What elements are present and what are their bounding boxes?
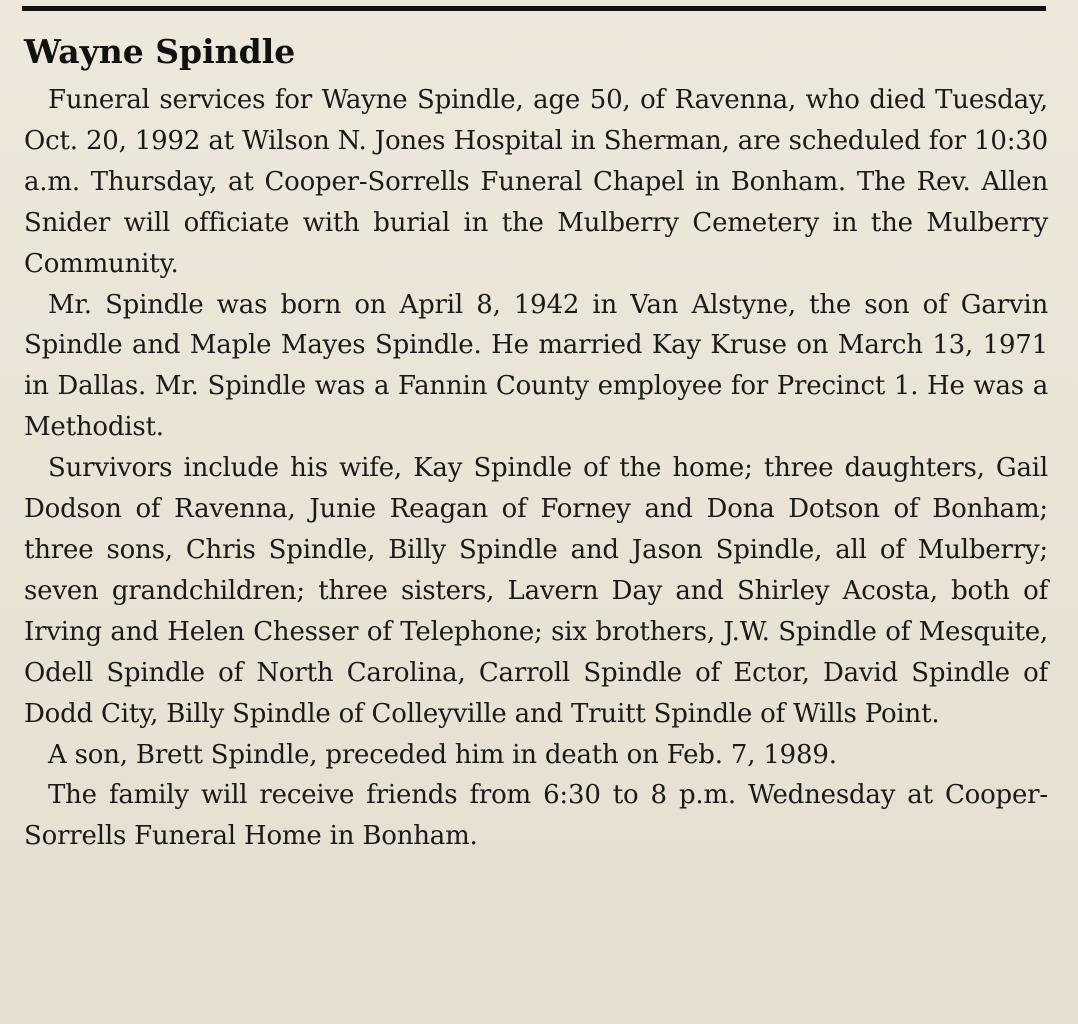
paragraph-survivors: Survivors include his wife, Kay Spindle of the home; three daughters, Gail Dodson of Ravenna, Junie Reagan of Forney and Dona Dotson of Bonham; three sons, Chris Spindle, Billy Spindle and Jason Spindle, all of Mulberry; seven grandchildren; three sisters, Lavern Day and Shirley Acosta, both of Irving and Helen Chesser of Telephone; six brothers, J.W. Spindle of Mesquite, Odell Spindle of North Carolina, Carroll Spindle of Ector, David Spindle of Dodd City, Billy Spindle of Colleyville and Truitt Spindle of Wills Point. [24, 453, 1048, 729]
paragraph-biography: Mr. Spindle was born on April 8, 1942 in Van Alstyne, the son of Garvin Spindle and Maple Mayes Spindle. He married Kay Kruse on March 13, 1971 in Dallas. Mr. Spindle was a Fannin County employee for Precinct 1. He was a Methodist. [24, 289, 1048, 443]
headline: Wayne Spindle [24, 32, 296, 71]
paragraph-visitation: The family will receive friends from 6:30 to 8 p.m. Wednesday at Cooper-Sorrells Funeral Home in Bonham. [24, 780, 1048, 852]
top-rule [22, 6, 1046, 11]
article-body [24, 80, 1048, 857]
paragraph-funeral-services: Funeral services for Wayne Spindle, age 50, of Ravenna, who died Tuesday, Oct. 20, 1992 at Wilson N. Jones Hospital in Sherman, are scheduled for 10:30 a.m. Thursday, at Cooper-Sorrells Funeral Chapel in Bonham. The Rev. Allen Snider will officiate with burial in the Mulberry Cemetery in the Mulberry Community. [24, 85, 1048, 279]
paragraph-preceded-in-death: A son, Brett Spindle, preceded him in death on Feb. 7, 1989. [48, 739, 837, 770]
